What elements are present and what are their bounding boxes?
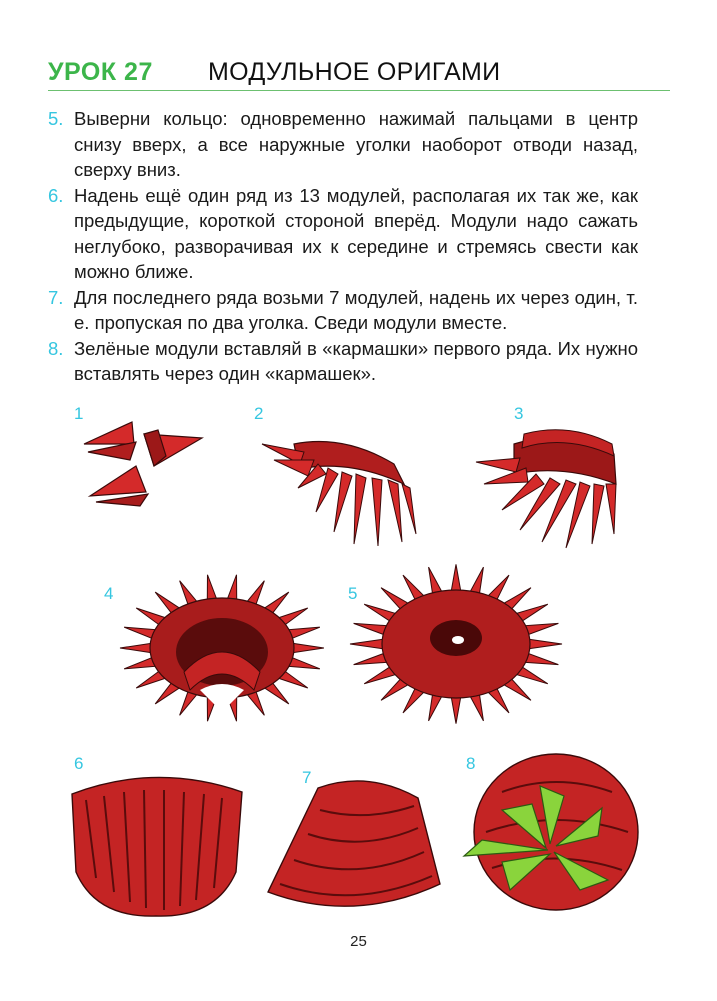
step-number: 8.	[48, 337, 64, 359]
header-divider	[48, 90, 670, 91]
step-6	[48, 183, 638, 285]
figure-label: 5	[348, 584, 358, 603]
figure-label: 4	[104, 584, 114, 603]
figure-7	[258, 764, 444, 930]
figure-label: 6	[74, 754, 84, 773]
figure-label: 8	[466, 754, 476, 773]
figure-5	[344, 556, 564, 746]
step-text: Зелёные модули вставляй в «кармашки» первого ряда. Их нужно вставлять через один «кармашек».	[74, 337, 638, 384]
figure-3	[474, 404, 634, 554]
figure-4	[104, 562, 324, 742]
module-illustration	[74, 404, 214, 514]
instruction-steps	[48, 106, 638, 387]
figure-label: 2	[254, 404, 264, 423]
step-text: Выверни кольцо: одновременно нажимай пальцами в центр снизу вверх, а все наружные уголки наоборот отводи назад, сверху вниз.	[74, 108, 638, 180]
figure-label: 7	[302, 768, 312, 787]
ring-illustration	[104, 562, 324, 742]
step-8	[48, 336, 638, 387]
page-number: 25	[350, 933, 367, 950]
step-text: Для последнего ряда возьми 7 модулей, надень их через один, т. е. пропуская по два уголка. Сведи модули вместе.	[74, 286, 638, 333]
figure-8	[462, 752, 642, 918]
module-illustration	[254, 404, 424, 554]
figure-label: 1	[74, 404, 84, 423]
flower-illustration	[462, 752, 642, 918]
page-title: МОДУЛЬНОЕ ОРИГАМИ	[208, 58, 501, 86]
module-illustration	[474, 404, 634, 554]
step-number: 7.	[48, 286, 64, 308]
ring-illustration	[344, 556, 564, 746]
figure-1	[74, 404, 214, 514]
page-header	[48, 56, 670, 92]
step-number: 5.	[48, 108, 64, 129]
figure-2	[254, 404, 424, 554]
figure-label: 3	[514, 404, 524, 423]
step-text: Надень ещё один ряд из 13 модулей, располагая их так же, как предыдущие, короткой стороной вперёд. Модули надо сажать неглубоко, разворачивая их к середине и стремясь свести как можно ближе.	[74, 184, 638, 282]
step-number: 6.	[48, 184, 64, 206]
dome-illustration	[66, 752, 246, 922]
cone-illustration	[258, 764, 444, 930]
step-7	[48, 285, 638, 336]
lesson-label: УРОК 27	[48, 58, 153, 86]
step-5	[48, 106, 638, 183]
figure-6	[66, 752, 246, 922]
